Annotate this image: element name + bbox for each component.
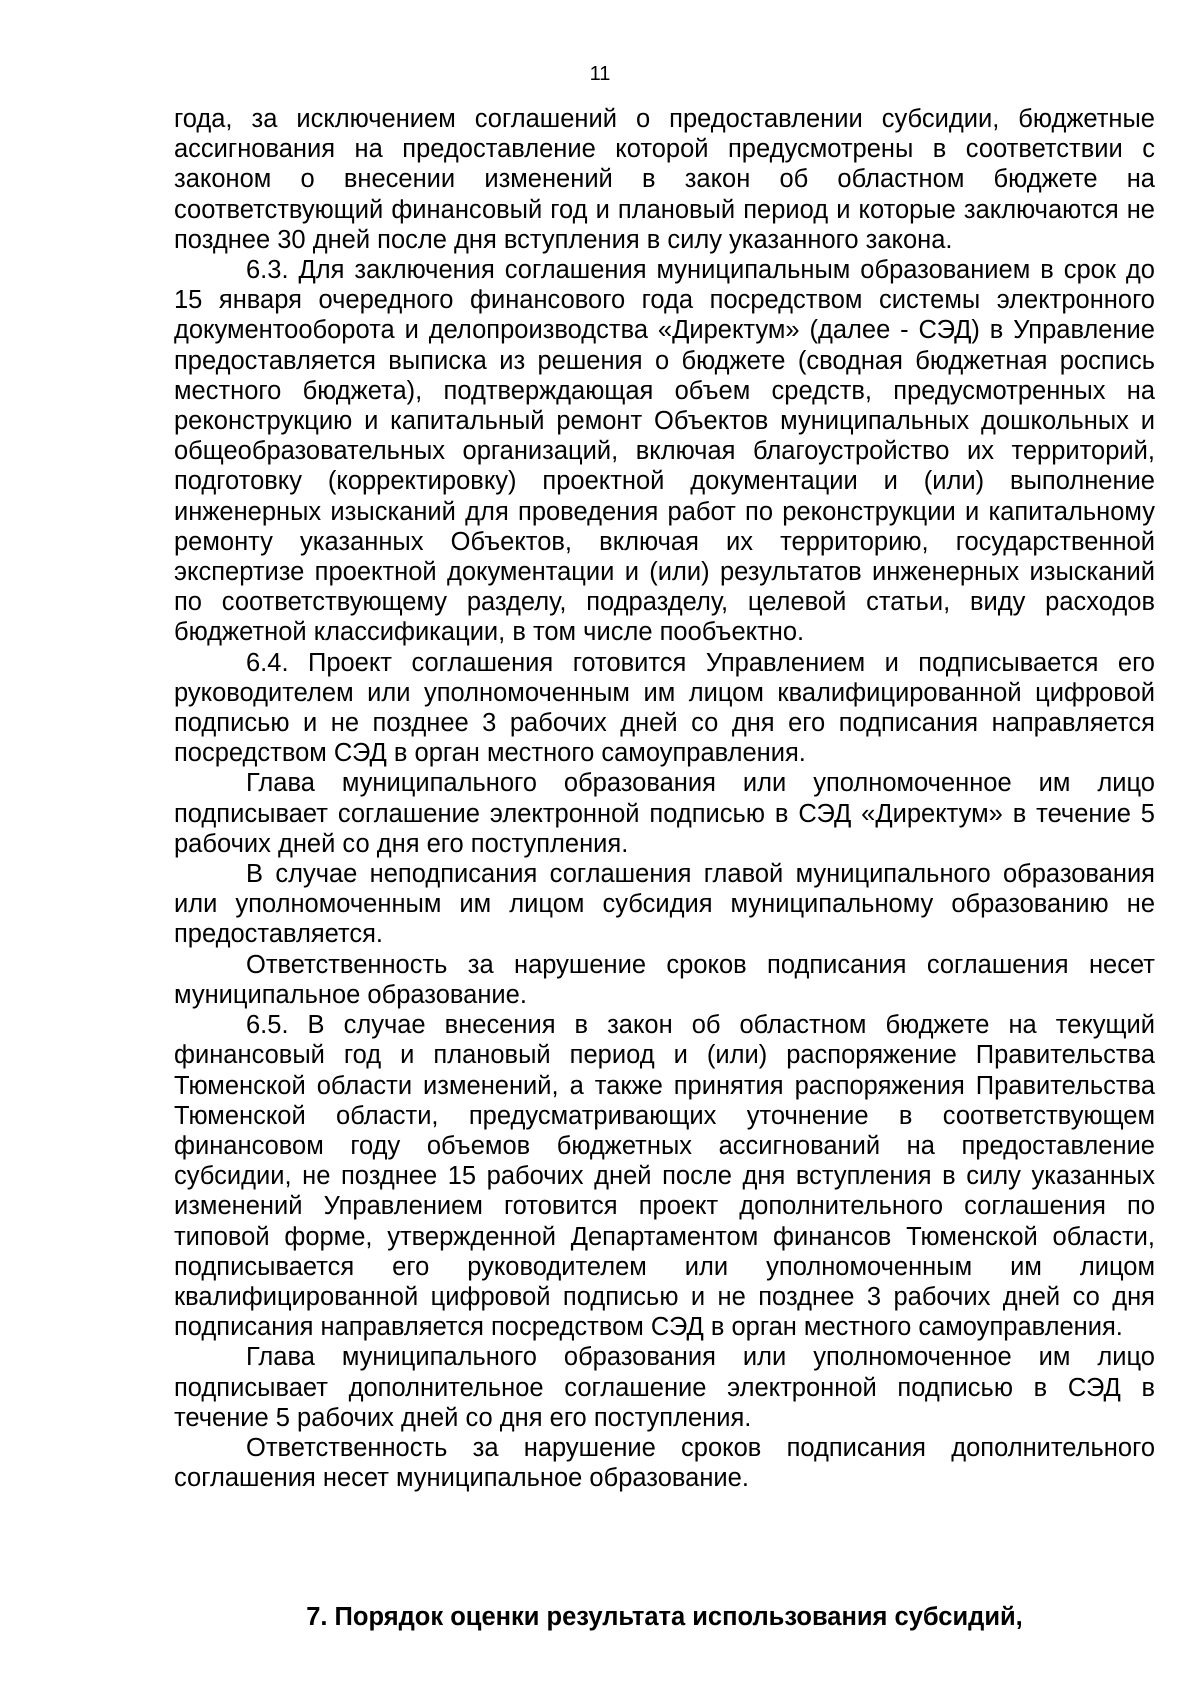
paragraph: Ответственность за нарушение сроков подписания соглашения несет муниципальное образование. (174, 950, 1155, 1009)
paragraph: Глава муниципального образования или уполномоченное им лицо подписывает дополнительное соглашение электронной подписью в СЭД в течение 5 рабочих дней со дня его поступления. (174, 1343, 1155, 1432)
paragraph: Ответственность за нарушение сроков подписания дополнительного соглашения несет муниципальное образование. (174, 1433, 1155, 1493)
paragraph-6-4: 6.4. Проект соглашения готовится Управлением и подписывается его руководителем или уполномоченным им лицом квалифицированной цифровой подписью и не позднее 3 рабочих дней со дня его подписания направляется посредством СЭД в орган местного самоуправления. (174, 648, 1155, 768)
paragraph: Глава муниципального образования или уполномоченное им лицо подписывает соглашение электронной подписью в СЭД «Директум» в течение 5 рабочих дней со дня его поступления. (174, 769, 1155, 858)
paragraph: года, за исключением соглашений о предоставлении субсидии, бюджетные ассигнования на предоставление которой предусмотрены в соответствии с законом о внесении изменений в закон об областном бюджете на соответствующий финансовый год и плановый период и которые заключаются не позднее 30 дней после дня вступления в силу указанного закона. (174, 105, 1155, 254)
paragraph-6-5: 6.5. В случае внесения в закон об областном бюджете на текущий финансовый год и плановый период и (или) распоряжение Правительства Тюменской области изменений, а также принятия распоряжения Правительства Тюменской области, предусматривающих уточнение в соответствующем финансовом году объемов бюджетных ассигнований на предоставление субсидии, не позднее 15 рабочих дней после дня вступления в силу указанных изменений Управлением готовится проект дополнительного соглашения по типовой форме, утвержденной Департаментом финансов Тюменской области, подписывается его руководителем или уполномоченным им лицом квалифицированной цифровой подписью и не позднее 3 рабочих дней со дня подписания направляется посредством СЭД в орган местного самоуправления. (174, 1011, 1155, 1342)
page-number: 11 (589, 63, 611, 85)
section-heading: 7. Порядок оценки результата использования субсидий, (306, 1603, 1023, 1631)
document-body (174, 104, 1155, 1493)
paragraph: В случае неподписания соглашения главой муниципального образования или уполномоченным им лицом субсидия муниципальному образованию не предоставляется. (174, 860, 1155, 949)
paragraph-6-3: 6.3. Для заключения соглашения муниципальным образованием в срок до 15 января очередного финансового года посредством системы электронного документооборота и делопроизводства «Директум» (далее - СЭД) в Управление предоставляется выписка из решения о бюджете (сводная бюджетная роспись местного бюджета), подтверждающая объем средств, предусмотренных на реконструкцию и капитальный ремонт Объектов муниципальных дошкольных и общеобразовательных организаций, включая благоустройство их территорий, подготовку (корректировку) проектной документации и (или) выполнение инженерных изысканий для проведения работ по реконструкции и капитальному ремонту указанных Объектов, включая их территорию, государственной экспертизе проектной документации и (или) результатов инженерных изысканий по соответствующему разделу, подразделу, целевой статьи, виду расходов бюджетной классификации, в том числе пообъектно. (174, 256, 1155, 647)
